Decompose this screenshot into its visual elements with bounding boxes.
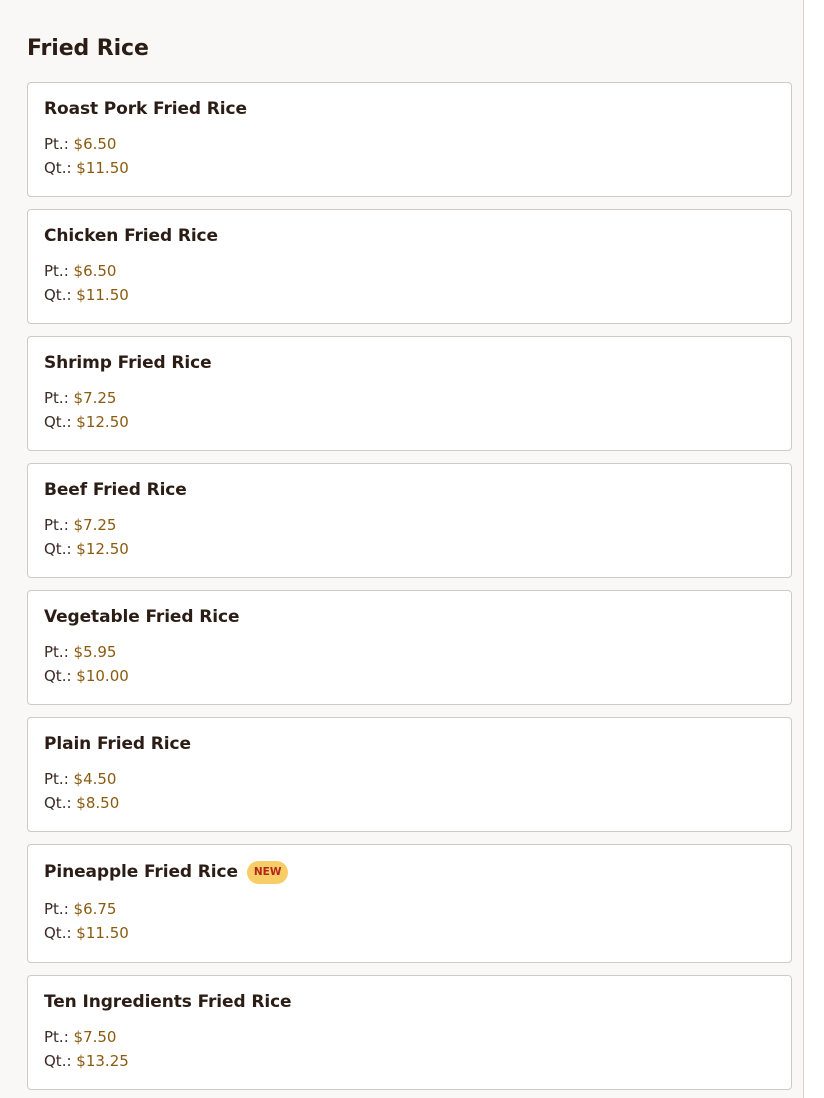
menu-item-list bbox=[27, 82, 792, 1098]
item-name-row bbox=[44, 225, 775, 247]
pint-price: $6.75 bbox=[73, 900, 117, 918]
pint-label: Pt.: bbox=[44, 389, 69, 407]
pint-price: $7.50 bbox=[73, 1028, 117, 1046]
pint-price-row bbox=[44, 1025, 775, 1049]
pint-label: Pt.: bbox=[44, 135, 69, 153]
pint-label: Pt.: bbox=[44, 1028, 69, 1046]
pint-price-row bbox=[44, 640, 775, 664]
item-prices bbox=[44, 259, 775, 307]
menu-item-beef-fried-rice[interactable] bbox=[27, 463, 792, 578]
item-name: Plain Fried Rice bbox=[44, 734, 191, 754]
item-name: Vegetable Fried Rice bbox=[44, 607, 240, 627]
item-name-row bbox=[44, 733, 775, 755]
quart-price-row bbox=[44, 537, 775, 561]
item-prices bbox=[44, 640, 775, 688]
menu-item-chicken-fried-rice[interactable] bbox=[27, 209, 792, 324]
pint-price: $6.50 bbox=[73, 135, 117, 153]
pint-label: Pt.: bbox=[44, 262, 69, 280]
item-prices bbox=[44, 767, 775, 815]
item-name: Pineapple Fried Rice bbox=[44, 862, 238, 882]
quart-price: $8.50 bbox=[76, 794, 120, 812]
quart-price: $12.50 bbox=[76, 540, 129, 558]
pint-price-row bbox=[44, 259, 775, 283]
menu-item-roast-pork-fried-rice[interactable] bbox=[27, 82, 792, 197]
menu-item-pineapple-fried-rice[interactable] bbox=[27, 844, 792, 963]
quart-price: $11.50 bbox=[76, 924, 129, 942]
pint-label: Pt.: bbox=[44, 900, 69, 918]
quart-price-row bbox=[44, 1049, 775, 1073]
quart-price-row bbox=[44, 791, 775, 815]
pint-price-row bbox=[44, 132, 775, 156]
item-prices bbox=[44, 1025, 775, 1073]
pint-label: Pt.: bbox=[44, 770, 69, 788]
quart-price-row bbox=[44, 283, 775, 307]
quart-price-row bbox=[44, 156, 775, 180]
quart-label: Qt.: bbox=[44, 794, 72, 812]
item-name-row bbox=[44, 479, 775, 501]
menu-item-plain-fried-rice[interactable] bbox=[27, 717, 792, 832]
quart-label: Qt.: bbox=[44, 159, 72, 177]
item-prices bbox=[44, 386, 775, 434]
item-name: Chicken Fried Rice bbox=[44, 226, 218, 246]
menu-item-vegetable-fried-rice[interactable] bbox=[27, 590, 792, 705]
quart-price: $10.00 bbox=[76, 667, 129, 685]
quart-label: Qt.: bbox=[44, 540, 72, 558]
quart-label: Qt.: bbox=[44, 667, 72, 685]
item-name: Ten Ingredients Fried Rice bbox=[44, 992, 292, 1012]
quart-price: $13.25 bbox=[76, 1052, 129, 1070]
pint-price-row bbox=[44, 767, 775, 791]
pint-price: $6.50 bbox=[73, 262, 117, 280]
quart-price-row bbox=[44, 921, 775, 945]
section-title: Fried Rice bbox=[27, 36, 149, 61]
quart-price: $12.50 bbox=[76, 413, 129, 431]
item-name: Beef Fried Rice bbox=[44, 480, 187, 500]
quart-price: $11.50 bbox=[76, 286, 129, 304]
quart-price: $11.50 bbox=[76, 159, 129, 177]
item-prices bbox=[44, 513, 775, 561]
quart-label: Qt.: bbox=[44, 1052, 72, 1070]
menu-item-ten-ingredients-fried-rice[interactable] bbox=[27, 975, 792, 1090]
pint-price: $5.95 bbox=[73, 643, 117, 661]
item-name: Shrimp Fried Rice bbox=[44, 353, 212, 373]
pint-price-row bbox=[44, 897, 775, 921]
item-prices bbox=[44, 897, 775, 945]
quart-price-row bbox=[44, 410, 775, 434]
item-name-row bbox=[44, 606, 775, 628]
quart-label: Qt.: bbox=[44, 413, 72, 431]
menu-item-shrimp-fried-rice[interactable] bbox=[27, 336, 792, 451]
pint-price: $7.25 bbox=[73, 516, 117, 534]
item-name-row bbox=[44, 860, 775, 884]
item-name-row bbox=[44, 991, 775, 1013]
item-name-row bbox=[44, 98, 775, 120]
quart-price-row bbox=[44, 664, 775, 688]
item-name-row bbox=[44, 352, 775, 374]
pint-label: Pt.: bbox=[44, 643, 69, 661]
quart-label: Qt.: bbox=[44, 286, 72, 304]
new-badge: NEW bbox=[247, 861, 289, 884]
pint-label: Pt.: bbox=[44, 516, 69, 534]
quart-label: Qt.: bbox=[44, 924, 72, 942]
pint-price: $4.50 bbox=[73, 770, 117, 788]
pint-price-row bbox=[44, 513, 775, 537]
pint-price-row bbox=[44, 386, 775, 410]
item-name: Roast Pork Fried Rice bbox=[44, 99, 247, 119]
pint-price: $7.25 bbox=[73, 389, 117, 407]
item-prices bbox=[44, 132, 775, 180]
